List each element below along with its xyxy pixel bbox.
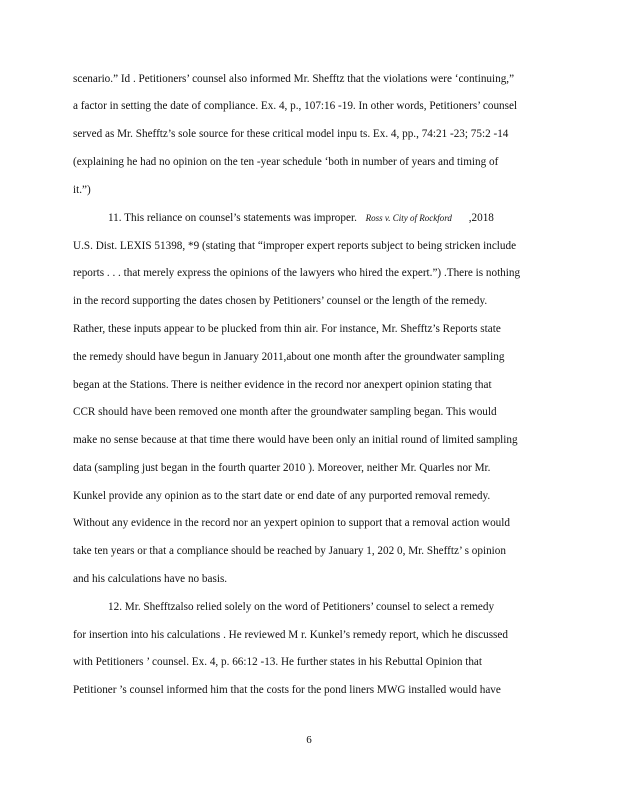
text-line: and his calculations have no basis. xyxy=(73,573,228,585)
text-line: a factor in setting the date of compliance. Ex. 4, p., 107:16 -19. In other words, Petitioners’ counsel xyxy=(73,100,518,112)
text-line: served as Mr. Shefftz’s sole source for these critical model inpu ts. Ex. 4, pp., 74:21 -23; 75:2 -14 xyxy=(73,128,509,140)
text-line: began at the Stations. There is neither evidence in the record nor anexpert opinion stating that xyxy=(73,379,492,391)
case-citation: Ross v. City of Rockford xyxy=(365,213,452,223)
text-line: Without any evidence in the record nor an yexpert opinion to support that a removal action would xyxy=(73,517,510,529)
text-line: CCR should have been removed one month after the groundwater sampling began. This would xyxy=(73,406,497,418)
text-line: Kunkel provide any opinion as to the start date or end date of any purported removal remedy. xyxy=(73,490,491,502)
text-line: scenario.” Id . Petitioners’ counsel also informed Mr. Shefftz that the violations were ‘continuing,” xyxy=(73,73,515,85)
text-line: U.S. Dist. LEXIS 51398, *9 (stating that “improper expert reports subject to being stricken include xyxy=(73,240,517,252)
text-line: Petitioner ’s counsel informed him that the costs for the pond liners MWG installed would have xyxy=(73,684,501,696)
text-line: it.”) xyxy=(73,184,91,196)
text-line: 11. This reliance on counsel’s statements was improper. xyxy=(108,212,357,224)
text-line: the remedy should have begun in January 2011,about one month after the groundwater sampling xyxy=(73,351,505,363)
text-line: Rather, these inputs appear to be plucked from thin air. For instance, Mr. Shefftz’s Reports state xyxy=(73,323,501,335)
text-line: in the record supporting the dates chosen by Petitioners’ counsel or the length of the remedy. xyxy=(73,295,488,307)
page-number: 6 xyxy=(306,734,312,746)
text-line: with Petitioners ’ counsel. Ex. 4, p. 66:12 -13. He further states in his Rebuttal Opinion that xyxy=(73,656,483,668)
text-line: make no sense because at that time there would have been only an initial round of limited sampling xyxy=(73,434,518,446)
text-line: take ten years or that a compliance should be reached by January 1, 202 0, Mr. Shefftz’ s opinion xyxy=(73,545,506,557)
text-line: (explaining he had no opinion on the ten -year schedule ‘both in number of years and timing of xyxy=(73,156,499,168)
text-line: 12. Mr. Shefftzalso relied solely on the word of Petitioners’ counsel to select a remedy xyxy=(108,601,495,613)
case-year: ,2018 xyxy=(468,212,494,224)
paragraph-11-start xyxy=(108,212,494,225)
text-line: for insertion into his calculations . He reviewed M r. Kunkel’s remedy report, which he discussed xyxy=(73,629,508,641)
text-line: data (sampling just began in the fourth quarter 2010 ). Moreover, neither Mr. Quarles nor Mr. xyxy=(73,462,491,474)
text-line: reports . . . that merely express the opinions of the lawyers who hired the expert.”) .There is nothing xyxy=(73,267,521,279)
